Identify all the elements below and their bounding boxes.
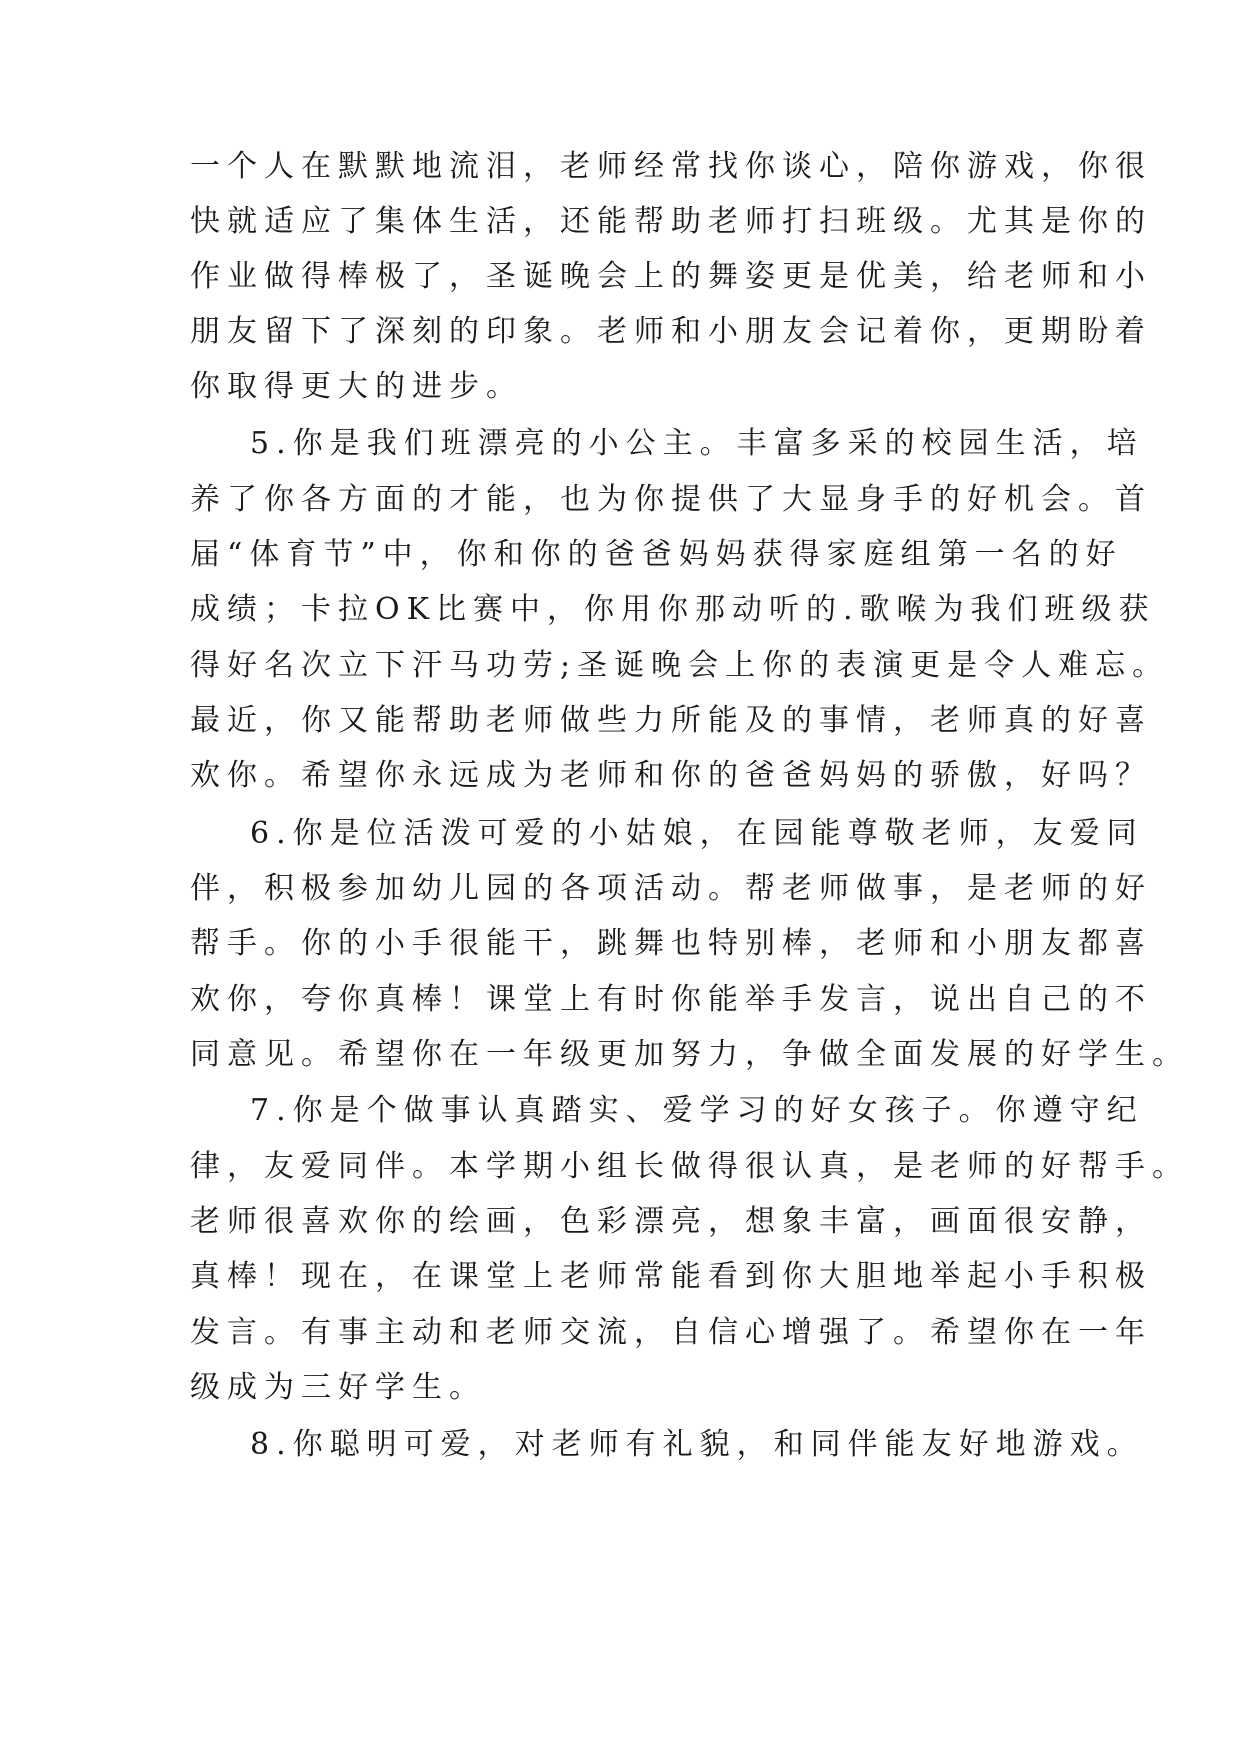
text-line: 律，友爱同伴。本学期小组长做得很认真，是老师的好帮手。 bbox=[190, 1149, 1189, 1184]
paragraph-7-first-line: 7.你是个做事认真踏实、爱学习的好女孩子。你遵守纪 bbox=[250, 1093, 1144, 1128]
paragraph-5-first-line: 5.你是我们班漂亮的小公主。丰富多采的校园生活，培 bbox=[250, 426, 1144, 461]
text-line: 伴，积极参加幼儿园的各项活动。帮老师做事，是老师的好 bbox=[190, 871, 1152, 906]
text-line: 级成为三好学生。 bbox=[190, 1370, 486, 1405]
text-line: 得好名次立下汗马功劳;圣诞晚会上你的表演更是令人难忘。 bbox=[190, 648, 1170, 683]
text-line: 你取得更大的进步。 bbox=[190, 369, 523, 404]
text-line: 真棒！现在，在课堂上老师常能看到你大胆地举起小手积极 bbox=[190, 1259, 1152, 1294]
text-line: 一个人在默默地流泪，老师经常找你谈心，陪你游戏，你很 bbox=[190, 149, 1152, 184]
text-line: 朋友留下了深刻的印象。老师和小朋友会记着你，更期盼着 bbox=[190, 314, 1152, 349]
text-line: 欢你。希望你永远成为老师和你的爸爸妈妈的骄傲，好吗？ bbox=[190, 758, 1152, 793]
text-line: 最近，你又能帮助老师做些力所能及的事情，老师真的好喜 bbox=[190, 703, 1152, 738]
text-line: 欢你，夸你真棒！课堂上有时你能举手发言，说出自己的不 bbox=[190, 982, 1152, 1017]
text-line: 作业做得棒极了，圣诞晚会上的舞姿更是优美，给老师和小 bbox=[190, 259, 1152, 294]
text-line: 老师很喜欢你的绘画，色彩漂亮，想象丰富，画面很安静， bbox=[190, 1204, 1152, 1239]
text-line: 养了你各方面的才能，也为你提供了大显身手的好机会。首 bbox=[190, 482, 1152, 517]
text-line: 成绩；卡拉OK比赛中，你用你那动听的.歌喉为我们班级获 bbox=[190, 592, 1156, 627]
text-line: 发言。有事主动和老师交流，自信心增强了。希望你在一年 bbox=[190, 1315, 1152, 1350]
text-line: 同意见。希望你在一年级更加努力，争做全面发展的好学生。 bbox=[190, 1037, 1189, 1072]
text-line: 届“体育节”中，你和你的爸爸妈妈获得家庭组第一名的好 bbox=[190, 537, 1123, 572]
paragraph-6-first-line: 6.你是位活泼可爱的小姑娘，在园能尊敬老师，友爱同 bbox=[250, 816, 1144, 851]
paragraph-8-first-line: 8.你聪明可爱，对老师有礼貌，和同伴能友好地游戏。 bbox=[250, 1427, 1144, 1462]
text-line: 帮手。你的小手很能干，跳舞也特别棒，老师和小朋友都喜 bbox=[190, 926, 1152, 961]
text-line: 快就适应了集体生活，还能帮助老师打扫班级。尤其是你的 bbox=[190, 204, 1152, 239]
